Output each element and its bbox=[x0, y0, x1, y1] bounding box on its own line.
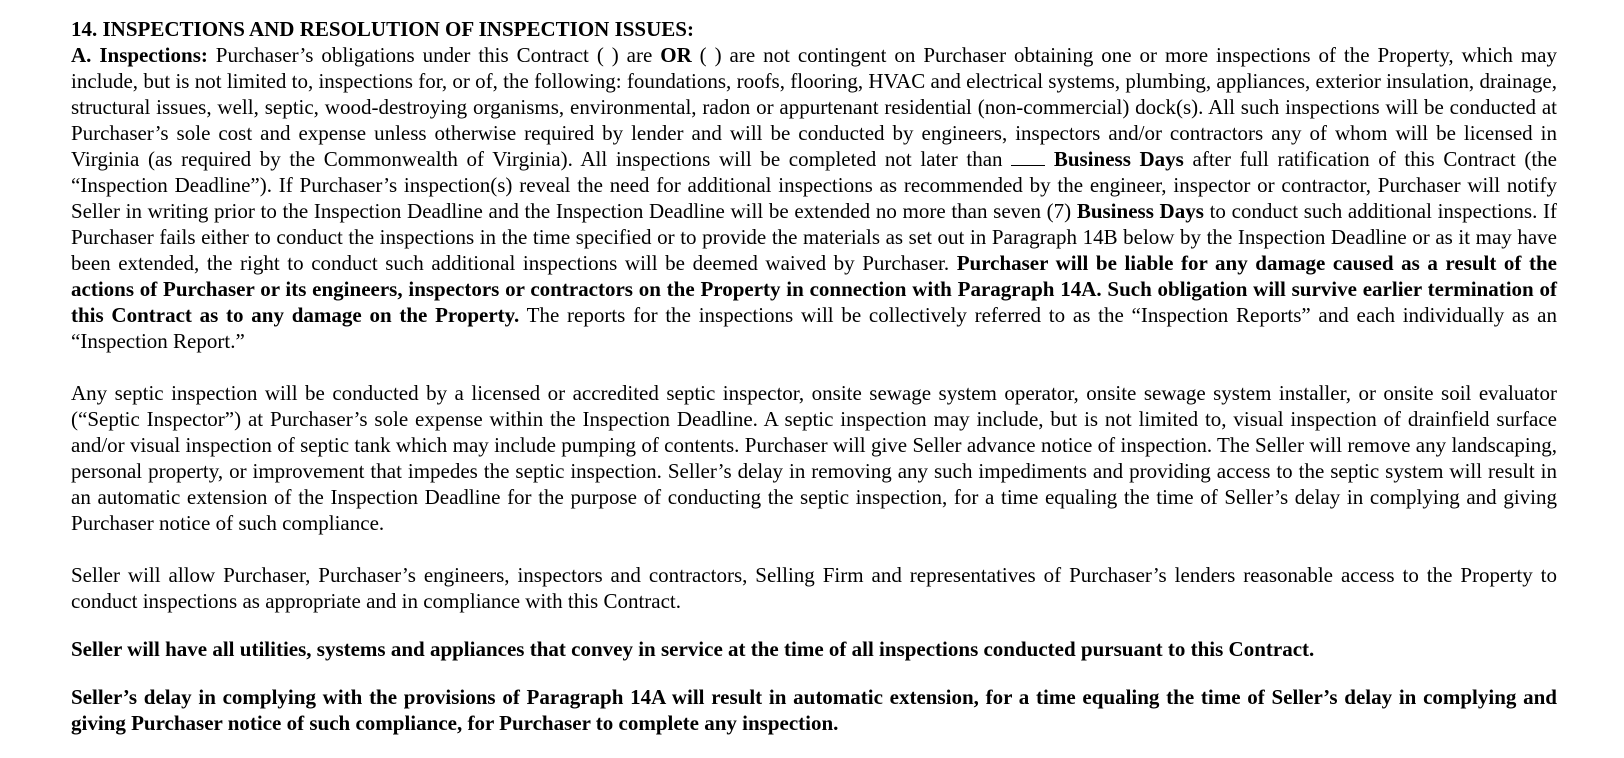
paragraph-14a-inspections bbox=[71, 42, 1557, 354]
paragraph-septic-inspection: Any septic inspection will be conducted by a licensed or accredited septic inspector, onsite sewage system operator, onsite sewage system installer, or onsite soil evaluator (“Septic Inspector”) at Purchaser’s sole expense within the Inspection Deadline. A septic inspection may include, but is not limited to, visual inspection of drainfield surface and/or visual inspection of septic tank which may include pumping of contents. Purchaser will give Seller advance notice of inspection. The Seller will remove any landscaping, personal property, or improvement that impedes the septic inspection. Seller’s delay in removing any such impediments and providing access to the septic system will result in an automatic extension of the Inspection Deadline for the purpose of conducting the septic inspection, for a time equaling the time of Seller’s delay in complying and giving Purchaser notice of such compliance. bbox=[71, 381, 1557, 535]
paragraph-text: Purchaser’s obligations under this Contract ( ) are bbox=[207, 43, 661, 67]
or-keyword: OR bbox=[660, 43, 692, 67]
paragraph-utilities bbox=[71, 636, 1557, 662]
paragraph-delay-extension bbox=[71, 684, 1557, 736]
paragraph-label: A. Inspections: bbox=[71, 43, 208, 67]
business-days-term: Business Days bbox=[1053, 147, 1184, 171]
days-blank-field[interactable] bbox=[1011, 147, 1045, 166]
paragraph-text: ( ) are not contingent on Purchaser obtaining one or more inspections of the Property, which may include, but is not limited to, inspections for, or of, the following: foundations, roofs, flooring, HVAC and electrical systems, plumbing, appliances, exterior insulation, drainage, structural issues, well, septic, wood-destroying organisms, environmental, radon or appurtenant residential (non-commercial) dock(s). All such inspections will be conducted at Purchaser’s sole cost and expense unless otherwise required by lender and will be conducted by engineers, inspectors and/or contractors any of whom will be licensed in Virginia (as required by the Commonwealth of Virginia). All inspections will be completed not later than bbox=[71, 43, 1558, 171]
paragraph-access: Seller will allow Purchaser, Purchaser’s engineers, inspectors and contractors, Selling Firm and representatives of Purchaser’s lenders reasonable access to the Property to conduct inspections as appropriate and in compliance with this Contract. bbox=[71, 563, 1557, 613]
utilities-clause: Seller will have all utilities, systems and appliances that convey in service at the time of all inspections conducted pursuant to this Contract. bbox=[71, 637, 1315, 661]
delay-clause: Seller’s delay in complying with the provisions of Paragraph 14A will result in automatic extension, for a time equaling the time of Seller’s delay in complying and giving Purchaser notice of such compliance, for Purchaser to complete any inspection. bbox=[71, 685, 1557, 735]
paragraph-text: The reports for the inspections will be collectively referred to as the “Inspection Reports” and each individually as an “Inspection Report.” bbox=[71, 303, 1557, 353]
section-heading: 14. INSPECTIONS AND RESOLUTION OF INSPECTION ISSUES: bbox=[71, 17, 694, 41]
liability-clause: Purchaser will be liable for any damage caused as a result of the actions of Purchaser or its engineers, inspectors or contractors on the Property in connection with Paragraph 14A. Such obligation will survive earlier termination of this Contract as to any damage on the Property. bbox=[71, 251, 1557, 327]
paragraph-text: to conduct such additional inspections. If Purchaser fails either to conduct the inspections in the time specified or to provide the materials as set out in Paragraph 14B below by the Inspection Deadline or as it may have been extended, the right to conduct such additional inspections will be deemed waived by Purchaser. bbox=[71, 199, 1557, 275]
business-days-term: Business Days bbox=[1076, 199, 1204, 223]
contract-section-14 bbox=[71, 16, 1557, 736]
paragraph-text: after full ratification of this Contract (the “Inspection Deadline”). If Purchaser’s inspection(s) reveal the need for additional inspections as recommended by the engineer, inspector or contractor, Purchaser will notify Seller in writing prior to the Inspection Deadline and the Inspection Deadline will be extended no more than seven (7) bbox=[71, 147, 1557, 223]
